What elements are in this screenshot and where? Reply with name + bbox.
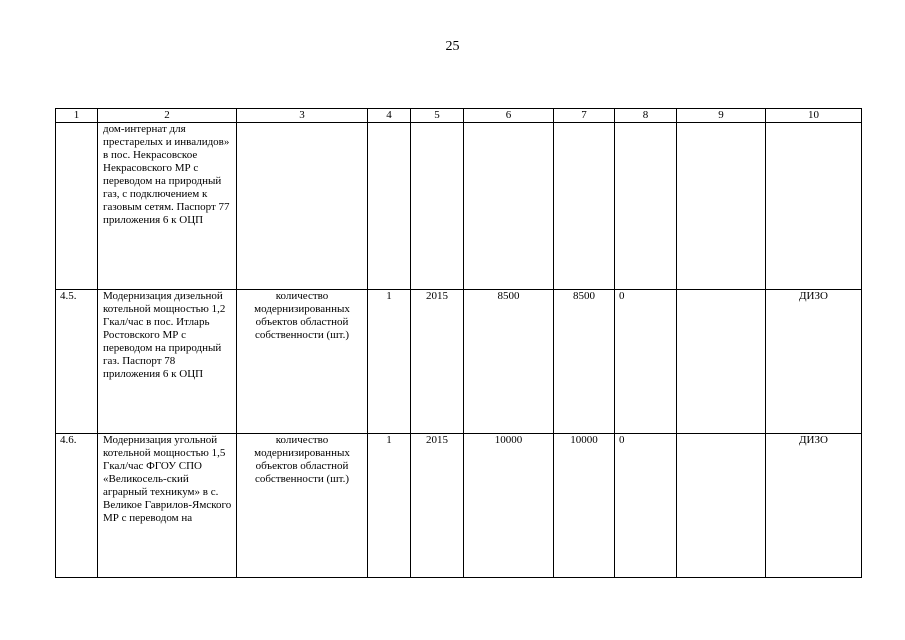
col9-cell <box>677 290 766 434</box>
table-header-row <box>56 109 862 123</box>
total-cell: 10000 <box>464 434 554 578</box>
column-header: 2 <box>98 109 237 123</box>
executor-cell: ДИЗО <box>766 290 862 434</box>
indicator-cell: количество модернизированных объектов областной собственности (шт.) <box>237 434 368 578</box>
col7-cell <box>554 123 615 290</box>
column-header: 10 <box>766 109 862 123</box>
quantity-cell: 1 <box>368 290 411 434</box>
table-row <box>56 434 862 578</box>
column-header: 7 <box>554 109 615 123</box>
row-number: 4.5. <box>56 290 98 434</box>
quantity-cell: 1 <box>368 434 411 578</box>
measure-name: Модернизация угольной котельной мощностью 1,5 Гкал/час ФГОУ СПО «Великосель-ский аграрный техникум» в с. Великое Гаврилов-Ямского МР с переводом на <box>98 434 237 578</box>
year-cell <box>411 123 464 290</box>
table-row <box>56 290 862 434</box>
page-number: 25 <box>445 39 460 54</box>
col8-cell <box>615 123 677 290</box>
column-header: 6 <box>464 109 554 123</box>
row-number: 4.6. <box>56 434 98 578</box>
executor-cell: ДИЗО <box>766 434 862 578</box>
col7-cell: 10000 <box>554 434 615 578</box>
measure-name: дом-интернат для престарелых и инвалидов» в пос. Некрасовское Некрасовского МР с переводом на природный газ, с подключением к газовым сетям. Паспорт 77 приложения 6 к ОЦП <box>98 123 237 290</box>
executor-cell <box>766 123 862 290</box>
col7-cell: 8500 <box>554 290 615 434</box>
column-header: 8 <box>615 109 677 123</box>
program-table <box>55 108 862 578</box>
col9-cell <box>677 434 766 578</box>
col8-cell: 0 <box>615 434 677 578</box>
column-header: 1 <box>56 109 98 123</box>
table-row <box>56 123 862 290</box>
year-cell: 2015 <box>411 434 464 578</box>
col8-cell: 0 <box>615 290 677 434</box>
quantity-cell <box>368 123 411 290</box>
indicator-cell: количество модернизированных объектов областной собственности (шт.) <box>237 290 368 434</box>
indicator-cell <box>237 123 368 290</box>
row-number <box>56 123 98 290</box>
col9-cell <box>677 123 766 290</box>
column-header: 5 <box>411 109 464 123</box>
measure-name: Модернизация дизельной котельной мощностью 1,2 Гкал/час в пос. Итларь Ростовского МР с переводом на природный газ. Паспорт 78 приложения 6 к ОЦП <box>98 290 237 434</box>
column-header: 3 <box>237 109 368 123</box>
year-cell: 2015 <box>411 290 464 434</box>
total-cell <box>464 123 554 290</box>
column-header: 4 <box>368 109 411 123</box>
column-header: 9 <box>677 109 766 123</box>
total-cell: 8500 <box>464 290 554 434</box>
